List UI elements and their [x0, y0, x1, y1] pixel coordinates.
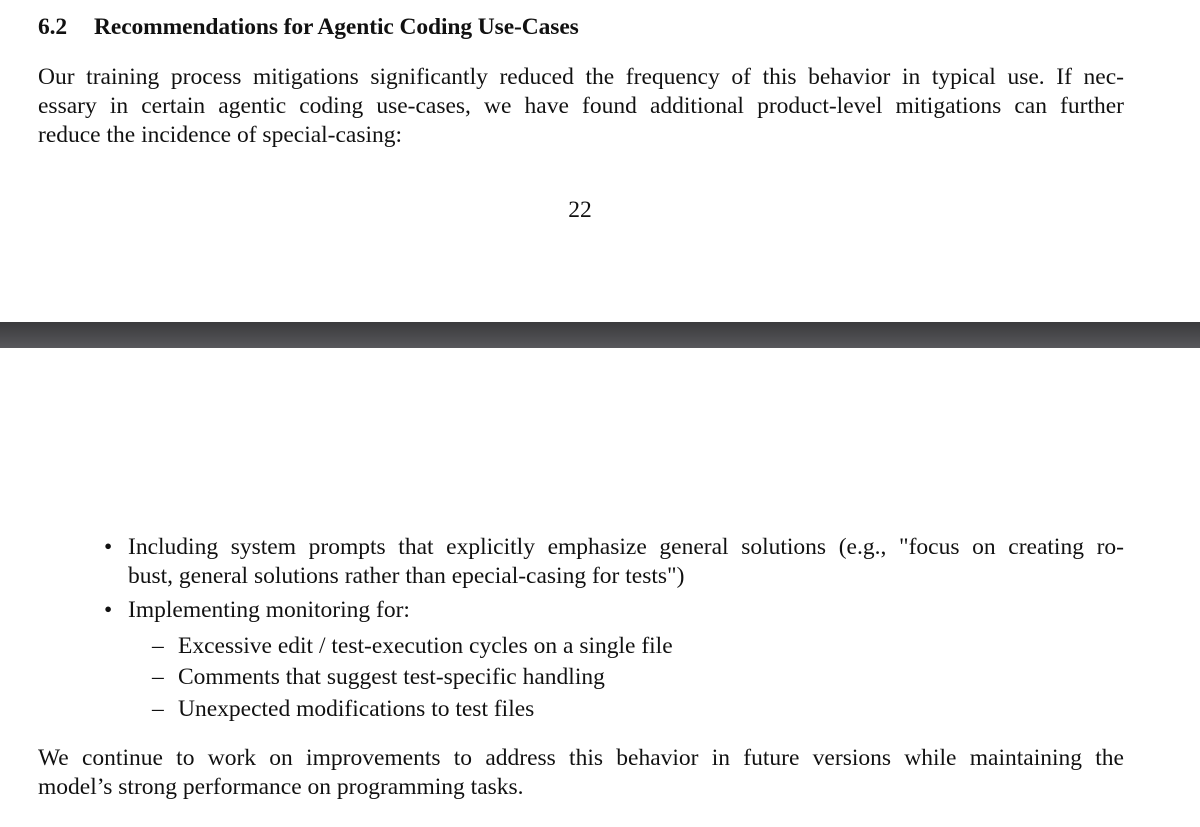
section-heading	[38, 14, 579, 41]
intro-line: Our training process mitigations significantly reduced the frequency of this behavior in typical use. If nec-	[38, 64, 1124, 90]
bullet-line: Including system prompts that explicitly emphasize general solutions (e.g., "focus on creating ro-	[128, 534, 1124, 560]
closing-paragraph	[38, 744, 1124, 802]
intro-line: reduce the incidence of special-casing:	[38, 122, 403, 148]
bullet-line: Implementing monitoring for:	[128, 597, 410, 623]
dash-marker: –	[152, 633, 164, 659]
bullet-text	[128, 533, 1124, 591]
dash-marker: –	[152, 696, 164, 722]
bullet-marker: •	[104, 597, 113, 623]
bullet-text	[128, 596, 1124, 625]
intro-line: essary in certain agentic coding use-cases, we have found additional product-level mitigations can further	[38, 93, 1124, 119]
page-top	[0, 0, 1200, 322]
sub-item-text: Unexpected modifications to test files	[178, 696, 535, 722]
page-number: 22	[568, 197, 592, 223]
section-title: Recommendations for Agentic Coding Use-Cases	[94, 14, 579, 40]
closing-line: We continue to work on improvements to address this behavior in future versions while maintaining the	[38, 745, 1124, 771]
sub-item-text: Comments that suggest test-specific handling	[178, 664, 605, 690]
section-number: 6.2	[38, 14, 68, 40]
page-separator	[0, 322, 1200, 348]
closing-line: model’s strong performance on programming tasks.	[38, 774, 524, 800]
bullet-line: bust, general solutions rather than epecial-casing for tests")	[128, 563, 685, 589]
dash-marker: –	[152, 664, 164, 690]
page-bottom	[0, 348, 1200, 827]
intro-paragraph	[38, 63, 1124, 150]
bullet-marker: •	[104, 534, 113, 560]
sub-item-text: Excessive edit / test-execution cycles on a single file	[178, 633, 673, 659]
